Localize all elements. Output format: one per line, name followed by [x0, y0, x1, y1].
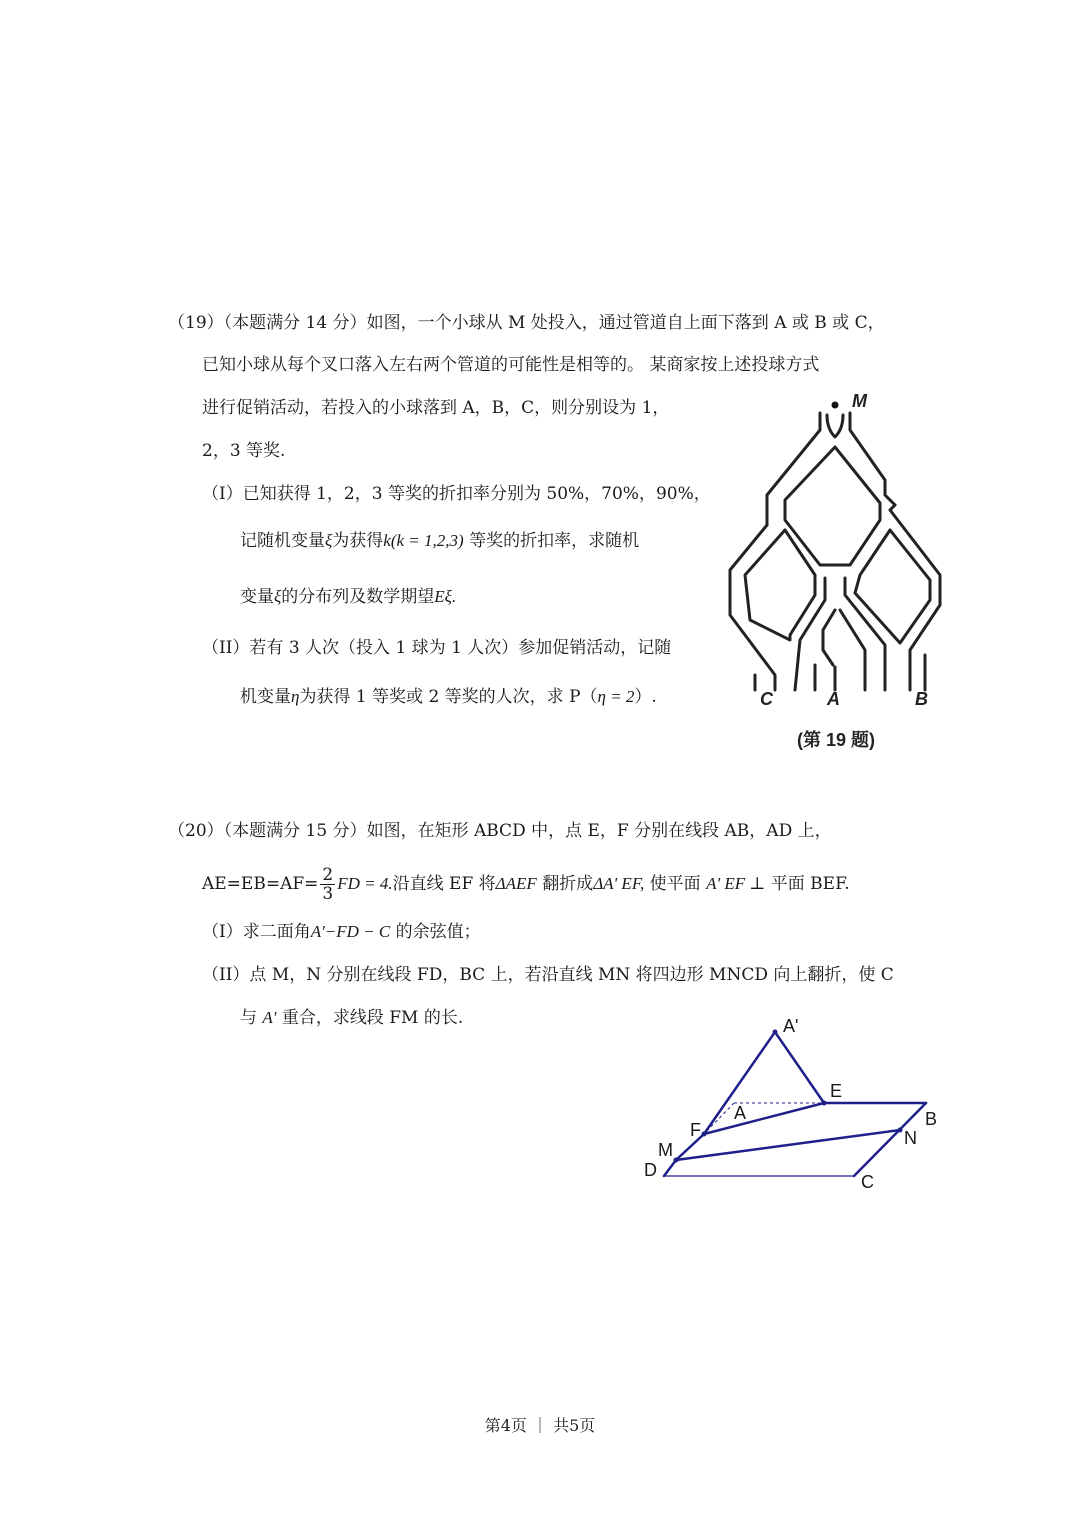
q19-part1-text: 变量: [240, 587, 274, 607]
triangle-aef: ΔAEF: [495, 874, 537, 893]
q19-part1-text: 的分布列及数学期望: [281, 587, 435, 607]
q20-part1-text: （I）求二面角: [202, 922, 311, 942]
q20-part2-line-1: （II）点 M，N 分别在线段 FD，BC 上，若沿直线 MN 将四边形 MNCD 向上翻折，使 C: [202, 965, 894, 985]
fraction: [320, 866, 335, 903]
q20-part1-text: 的余弦值；: [395, 922, 481, 942]
label-m: M: [852, 391, 867, 411]
q19-part1-text: 等奖的折扣率，求随机: [469, 531, 640, 551]
q19-part1-text: 记随机变量: [240, 531, 325, 551]
page-footer: 第4页 ｜ 共5页: [484, 1416, 596, 1435]
label-c: C: [861, 1172, 874, 1192]
q20-text: 翻折成: [542, 874, 594, 894]
q19-part1-line-2: [240, 529, 639, 553]
q19-part2-text: ）.: [634, 687, 657, 707]
perpendicular-formula: A' EF ⊥: [706, 874, 766, 893]
fraction-numerator: 2: [322, 865, 334, 885]
q20-text: 使平面: [649, 874, 701, 894]
xi-symbol: ξ: [274, 587, 282, 606]
point-n: [898, 1128, 903, 1133]
label-a-prime: A': [783, 1016, 799, 1036]
q19-line-3: 进行促销活动，若投入的小球落到 A，B，C，则分别设为 1，: [202, 398, 670, 418]
label-f: F: [690, 1120, 701, 1140]
eta-symbol: η: [291, 687, 300, 706]
label-n: N: [904, 1128, 917, 1148]
label-c: C: [760, 689, 773, 709]
q20-text: 平面 BEF.: [770, 874, 850, 894]
q19-line-4: 2，3 等奖.: [202, 441, 286, 461]
q20-part2-line-2: [240, 1006, 463, 1030]
q19-part1-text: 为获得: [332, 531, 384, 551]
figure-caption: (第 19 题): [797, 730, 876, 750]
ball-dot: [832, 402, 839, 409]
k-range-formula: k(k = 1,2,3): [383, 531, 464, 550]
triangle-a-prime-ef: ΔA' EF,: [593, 874, 645, 893]
eta-equals-formula: η = 2: [597, 687, 635, 706]
label-b: B: [925, 1109, 938, 1129]
label-a: A: [827, 689, 840, 709]
q20-text: 沿直线 EF 将: [392, 874, 496, 894]
xi-symbol: ξ: [325, 531, 333, 550]
q20-text: AE=EB=AF=: [202, 874, 319, 894]
q19-part2-text: 为获得 1 等奖或 2 等奖的人次，求 P（: [299, 687, 598, 707]
q20-part2-text: 重合，求线段 FM 的长.: [281, 1008, 464, 1028]
point-m: [674, 1158, 679, 1163]
label-b: B: [915, 689, 928, 709]
q19-part1-line-1: （I）已知获得 1，2，3 等奖的折扣率分别为 50%，70%，90%，: [202, 484, 711, 504]
label-e: E: [830, 1081, 843, 1101]
q20-line-2: [202, 864, 850, 904]
a-prime-symbol: A': [262, 1008, 277, 1027]
q20-part1: [202, 920, 481, 944]
point-a-prime: [773, 1030, 778, 1035]
fd-formula: FD = 4.: [337, 874, 393, 893]
fraction-denominator: 3: [322, 884, 334, 904]
q19-part2-line-1: （II）若有 3 人次（投入 1 球为 1 人次）参加促销活动，记随: [202, 638, 672, 658]
dihedral-formula: A'−FD − C: [310, 922, 391, 941]
expectation-formula: Eξ.: [434, 587, 457, 606]
q19-part2-line-2: [240, 685, 657, 709]
q19-line-2: 已知小球从每个叉口落入左右两个管道的可能性是相等的。 某商家按上述投球方式: [202, 355, 820, 375]
label-d: D: [644, 1160, 657, 1180]
point-f: [702, 1132, 707, 1137]
label-m: M: [658, 1140, 673, 1160]
q20-geometry-figure: [630, 1010, 960, 1200]
label-a: A: [734, 1103, 747, 1123]
q19-line-1: （19）（本题满分 14 分）如图，一个小球从 M 处投入，通过管道自上面下落到 A 或 B 或 C，: [168, 313, 885, 333]
q20-part2-text: 与: [240, 1008, 257, 1028]
q20-line-1: （20）（本题满分 15 分）如图，在矩形 ABCD 中，点 E，F 分别在线段 AB，AD 上，: [168, 821, 832, 841]
q19-part2-text: 机变量: [240, 687, 291, 707]
q19-pipe-figure: [715, 385, 960, 760]
q19-part1-line-3: [240, 585, 456, 609]
point-e: [822, 1101, 827, 1106]
